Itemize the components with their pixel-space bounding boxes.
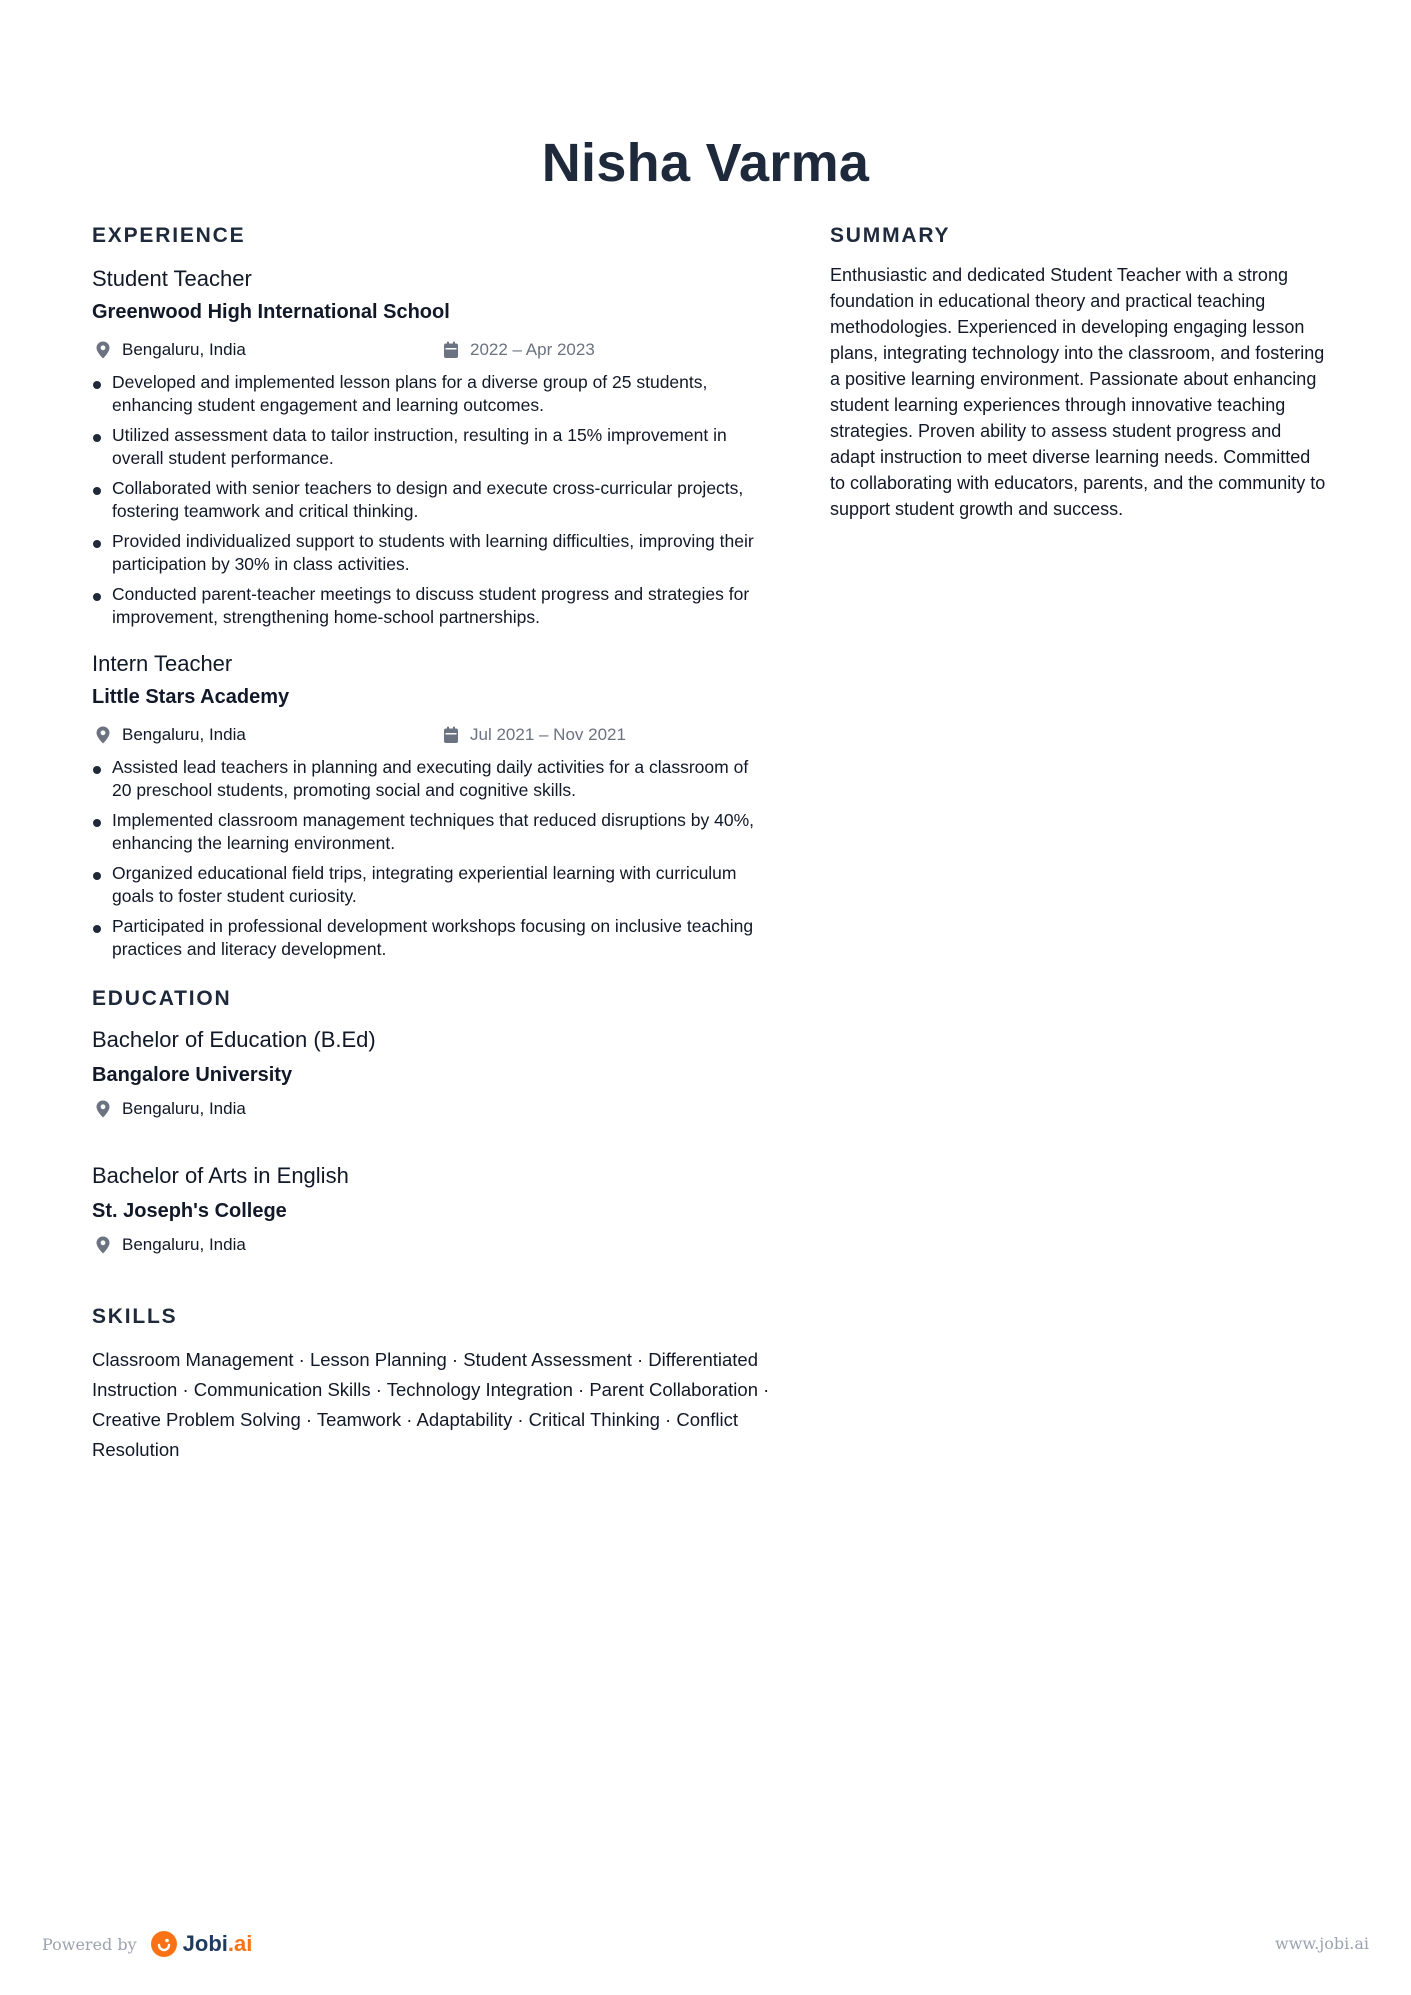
skills-list: Classroom Management · Lesson Planning · Student Assessment · Differentiated Instruction · Communication Skills · Technology Integration · Parent Collaboration · Creative Problem Solving · Teamwork · Adaptability · Critical Thinking · Conflict Resolution [92,1349,770,1460]
job-entry [92,649,772,961]
experience-heading: EXPERIENCE [92,224,246,247]
job-bullet: Organized educational field trips, integrating experiential learning with curriculum goals to foster student curiosity. [92,862,772,908]
experience-section [92,222,772,961]
education-location [92,1099,440,1119]
education-location-text: Bengaluru, India [122,1235,246,1254]
summary-text: Enthusiastic and dedicated Student Teacher with a strong foundation in educational theory and practical teaching methodologies. Experienced in developing engaging lesson plans, integrating technology into the classroom, and fostering a positive learning environment. Passionate about enhancing student learning experiences through innovative teaching strategies. Proven ability to assess student progress and adapt instruction to meet diverse learning needs. Committed to collaborating with educators, parents, and the community to support student growth and success. [830,265,1326,519]
education-entry [92,1161,772,1257]
job-dates-text: 2022 – Apr 2023 [470,340,595,359]
job-meta [92,723,772,747]
job-dates [440,340,595,360]
powered-by-label: Powered by [42,1934,137,1954]
summary-section [830,222,1330,522]
calendar-icon [443,726,459,744]
calendar-icon [443,341,459,359]
map-pin-icon [95,341,111,359]
jobi-logo-icon [151,1931,177,1957]
footer-url[interactable]: www.jobi.ai [1275,1934,1369,1953]
brand-accent: .ai [227,1931,253,1956]
education-entry [92,1025,772,1121]
job-location-text: Bengaluru, India [122,725,246,744]
job-bullet: Provided individualized support to students with learning difficulties, improving their participation by 30% in class activities. [92,530,772,576]
job-dates-text: Jul 2021 – Nov 2021 [470,725,626,744]
job-location [92,725,440,745]
education-section [92,985,772,1257]
education-meta [92,1233,772,1257]
job-bullets [92,756,772,961]
job-title: Intern Teacher [92,651,233,676]
job-entry [92,264,772,629]
education-school: Bangalore University [92,1064,293,1086]
job-title: Student Teacher [92,266,252,291]
job-dates [440,725,626,745]
job-bullet: Collaborated with senior teachers to design and execute cross-curricular projects, fostering teamwork and critical thinking. [92,477,772,523]
footer-branding [42,1928,252,1960]
right-column [830,222,1330,522]
candidate-name: Nisha Varma [541,133,870,193]
skills-heading: SKILLS [92,1305,178,1328]
job-bullets [92,371,772,629]
job-bullet: Assisted lead teachers in planning and executing daily activities for a classroom of 20 preschool students, promoting social and cognitive skills. [92,756,772,802]
education-heading: EDUCATION [92,987,232,1010]
skills-section [92,1303,772,1465]
map-pin-icon [95,726,111,744]
education-meta [92,1097,772,1121]
job-location-text: Bengaluru, India [122,340,246,359]
job-bullet: Conducted parent-teacher meetings to discuss student progress and strategies for improvement, strengthening home-school partnerships. [92,583,772,629]
map-pin-icon [95,1100,111,1118]
job-meta [92,338,772,362]
education-degree: Bachelor of Arts in English [92,1163,349,1188]
left-column [92,222,772,1465]
education-location [92,1235,440,1255]
summary-heading: SUMMARY [830,224,951,247]
education-degree: Bachelor of Education (B.Ed) [92,1027,376,1052]
education-location-text: Bengaluru, India [122,1099,246,1118]
job-company: Greenwood High International School [92,301,450,323]
education-school: St. Joseph's College [92,1200,287,1222]
job-bullet: Developed and implemented lesson plans for a diverse group of 25 students, enhancing student engagement and learning outcomes. [92,371,772,417]
jobi-logo-text [183,1931,253,1957]
job-company: Little Stars Academy [92,686,290,708]
job-location [92,340,440,360]
brand-main: Jobi [182,1931,228,1956]
map-pin-icon [95,1236,111,1254]
job-bullet: Participated in professional development workshops focusing on inclusive teaching practices and literacy development. [92,915,772,961]
job-bullet: Utilized assessment data to tailor instruction, resulting in a 15% improvement in overall student performance. [92,424,772,470]
job-bullet: Implemented classroom management techniques that reduced disruptions by 40%, enhancing the learning environment. [92,809,772,855]
